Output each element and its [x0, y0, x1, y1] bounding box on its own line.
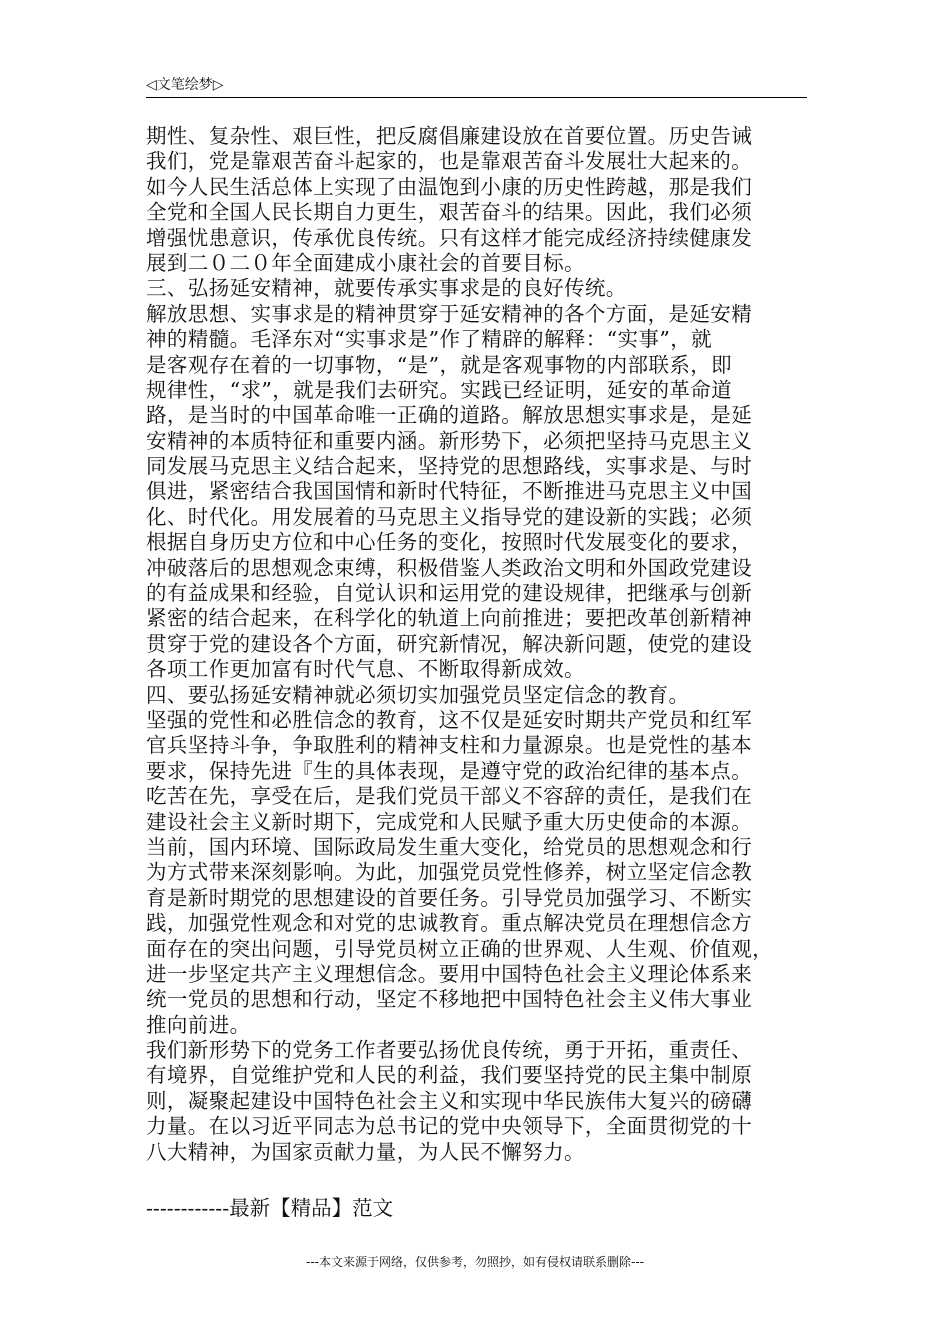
body-text-line: 则，凝聚起建设中国特色社会主义和实现中华民族伟大复兴的磅礴: [146, 1088, 753, 1113]
body-text-line: 践，加强党性观念和对党的忠诚教育。重点解决党员在理想信念方: [146, 911, 753, 936]
body-text-line: 为方式带来深刻影响。为此，加强党员党性修养，树立坚定信念教: [146, 860, 753, 885]
body-text-line: 建设社会主义新时期下，完成党和人民赋予重大历史使命的本源。: [146, 809, 753, 834]
body-text-line: 推向前进。: [146, 1012, 251, 1037]
body-text-line: 我们新形势下的党务工作者要弘扬优良传统，勇于开拓，重责任、: [146, 1038, 753, 1063]
body-text-line: 育是新时期党的思想建设的首要任务。引导党员加强学习、不断实: [146, 885, 753, 910]
body-text-line: 化、时代化。用发展着的马克思主义指导党的建设新的实践；必须: [146, 504, 753, 529]
body-text-line: 有境界，自觉维护党和人民的利益，我们要坚持党的民主集中制原: [146, 1063, 753, 1088]
body-text-line: 神的精髓。毛泽东对“实事求是”作了精辟的解释：“实事”，就: [146, 327, 713, 352]
body-text-line: 展到二０二０年全面建成小康社会的首要目标。: [146, 250, 585, 275]
body-text-line: 全党和全国人民长期自力更生，艰苦奋斗的结果。因此，我们必须: [146, 200, 753, 225]
document-header-title: ◁文笔绘梦▷: [146, 77, 224, 93]
body-text-line: 我们，党是靠艰苦奋斗起家的，也是靠艰苦奋斗发展壮大起来的。: [146, 149, 753, 174]
body-text-line: 四、要弘扬延安精神就必须切实加强党员坚定信念的教育。: [146, 682, 690, 707]
document-body: [146, 124, 808, 1165]
body-text-line: 根据自身历史方位和中心任务的变化，按照时代发展变化的要求，: [146, 530, 753, 555]
header-divider: [146, 97, 807, 98]
body-text-line: 期性、复杂性、艰巨性，把反腐倡廉建设放在首要位置。历史告诫: [146, 124, 753, 148]
body-text-line: 解放思想、实事求是的精神贯穿于延安精神的各个方面，是延安精: [146, 301, 753, 326]
body-text-line: 路，是当时的中国革命唯一正确的道路。解放思想实事求是，是延: [146, 403, 753, 428]
body-text-line: 规律性，“求”，就是我们去研究。实践已经证明，延安的革命道: [146, 377, 733, 402]
body-text-line: 同发展马克思主义结合起来，坚持党的思想路线，实事求是、与时: [146, 454, 753, 479]
body-text-line: 的有益成果和经验，自觉认识和运用党的建设规律，把继承与创新: [146, 581, 753, 606]
footer-tagline: ------------最新【精品】范文: [146, 1196, 394, 1220]
body-text-line: 三、弘扬延安精神，就要传承实事求是的良好传统。: [146, 276, 627, 301]
body-text-line: 八大精神，为国家贡献力量，为人民不懈努力。: [146, 1139, 585, 1164]
source-disclaimer: ---本文来源于网络，仅供参考，勿照抄，如有侵权请联系删除---: [306, 1255, 644, 1269]
body-text-line: 紧密的结合起来，在科学化的轨道上向前推进；要把改革创新精神: [146, 606, 753, 631]
body-text-line: 统一党员的思想和行动，坚定不移地把中国特色社会主义伟大事业: [146, 987, 753, 1012]
body-text-line: 进一步坚定共产主义理想信念。要用中国特色社会主义理论体系来: [146, 961, 753, 986]
body-text-line: 是客观存在着的一切事物，“是”，就是客观事物的内部联系，即: [146, 352, 733, 377]
body-text-line: 坚强的党性和必胜信念的教育，这不仅是延安时期共产党员和红军: [146, 707, 753, 732]
body-text-line: 冲破落后的思想观念束缚，积极借鉴人类政治文明和外国政党建设: [146, 555, 753, 580]
body-text-line: 面存在的突出问题，引导党员树立正确的世界观、人生观、价值观，: [146, 936, 773, 961]
body-text-line: 官兵坚持斗争，争取胜利的精神支柱和力量源泉。也是党性的基本: [146, 733, 753, 758]
body-text-line: 贯穿于党的建设各个方面，研究新情况，解决新问题，使党的建设: [146, 631, 753, 656]
body-text-line: 力量。在以习近平同志为总书记的党中央领导下，全面贯彻党的十: [146, 1114, 753, 1139]
body-text-line: 当前，国内环境、国际政局发生重大变化，给党员的思想观念和行: [146, 834, 753, 859]
body-text-line: 如今人民生活总体上实现了由温饱到小康的历史性跨越，那是我们: [146, 174, 753, 199]
body-text-line: 吃苦在先，享受在后，是我们党员干部义不容辞的责任，是我们在: [146, 784, 753, 809]
body-text-line: 各项工作更加富有时代气息、不断取得新成效。: [146, 657, 585, 682]
body-text-line: 增强忧患意识，传承优良传统。只有这样才能完成经济持续健康发: [146, 225, 753, 250]
body-text-line: 要求，保持先进『生的具体表现，是遵守党的政治纪律的基本点。: [146, 758, 753, 783]
body-text-line: 安精神的本质特征和重要内涵。新形势下，必须把坚持马克思主义: [146, 428, 753, 453]
body-text-line: 俱进，紧密结合我国国情和新时代特征，不断推进马克思主义中国: [146, 479, 753, 504]
